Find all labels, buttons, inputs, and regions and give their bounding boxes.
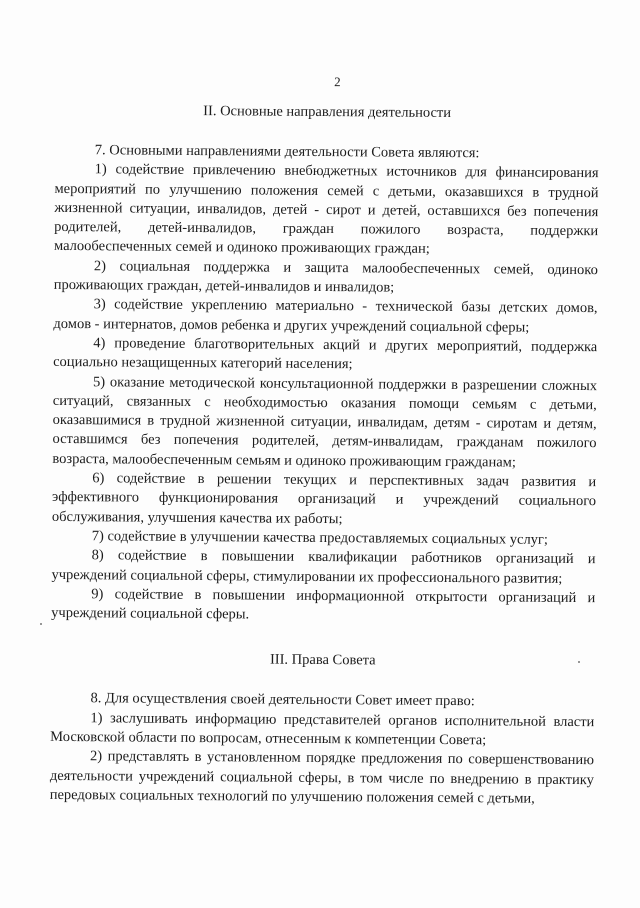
- clause-7-item-7: 7) содействие в улучшении качества предоставляемых социальных услуг;: [91, 528, 549, 548]
- scan-speck: [578, 661, 580, 663]
- clause-7-item-9: 9) содействие в повышении информационной открытости организаций и учреждений социальной сферы.: [51, 586, 596, 623]
- clause-8-item-2: 2) представлять в установленном порядке предложения по совершенствованию деятельности учреждений социальной сферы, в том числе по внедрению в практику передовых социальных технологий по улучшению положения семей с детьми,: [49, 748, 595, 807]
- section-title-directions: II. Основные направления деятельности: [203, 103, 452, 122]
- clause-8-item-1: 1) заслушивать информацию представителей органов исполнительной власти Московской области по вопросам, отнесенным к компетенции Совета;: [50, 709, 595, 749]
- clause-7-item-1: 1) содействие привлечению внебюджетных источников для финансирования мероприятий по улучшению положения семей с детьми, оказавшихся в трудной жизненной ситуации, инвалидов, детей - сирот и детей, оставшихся без попечения родителей, детей-инвалидов, граждан пожилого возраста, поддержки малообеспеченных семей и одиноко проживающих граждан;: [53, 161, 599, 258]
- page-number: 2: [334, 74, 341, 90]
- clause-7-item-4: 4) проведение благотворительных акций и других мероприятий, поддержка социально незащищенных категорий населения;: [53, 335, 598, 373]
- clause-7-intro: 7. Основными направлениями деятельности Совета являются:: [94, 142, 480, 162]
- section-title-rights: III. Права Совета: [269, 652, 376, 669]
- clause-7-item-8: 8) содействие в повышении квалификации работников организаций и учреждений социальной сферы, стимулировании их профессионального развития;: [51, 547, 596, 587]
- clause-7-item-3: 3) содействие укреплению материально - технической базы детских домов, домов - интернатов, домов ребенка и других учреждений социальной сферы;: [53, 296, 598, 336]
- clause-7-item-2: 2) социальная поддержка и защита малообеспеченных семей, одиноко проживающих граждан, детей-инвалидов и инвалидов;: [53, 258, 598, 296]
- clause-7-item-5: 5) оказание методической консультационной поддержки в разрешении сложных ситуаций, связанных с необходимостью оказания помощи семьям с детьми, оказавшимися в трудной жизненной ситуации, инвалидам, детям - сиротам и детям, оставшимся без попечения родителей, детям-инвалидам, гражданам пожилого возраста, малообеспеченным семьям и одиноко проживающим гражданам;: [52, 373, 598, 471]
- clause-8-intro: 8. Для осуществления своей деятельности Совет имеет право:: [90, 690, 475, 710]
- clause-7-item-6: 6) содействие в решении текущих и перспективных задач развития и эффективного функционирования организаций и учреждений социального обслуживания, улучшения качества их работы;: [51, 470, 597, 527]
- scan-speck: [40, 623, 42, 625]
